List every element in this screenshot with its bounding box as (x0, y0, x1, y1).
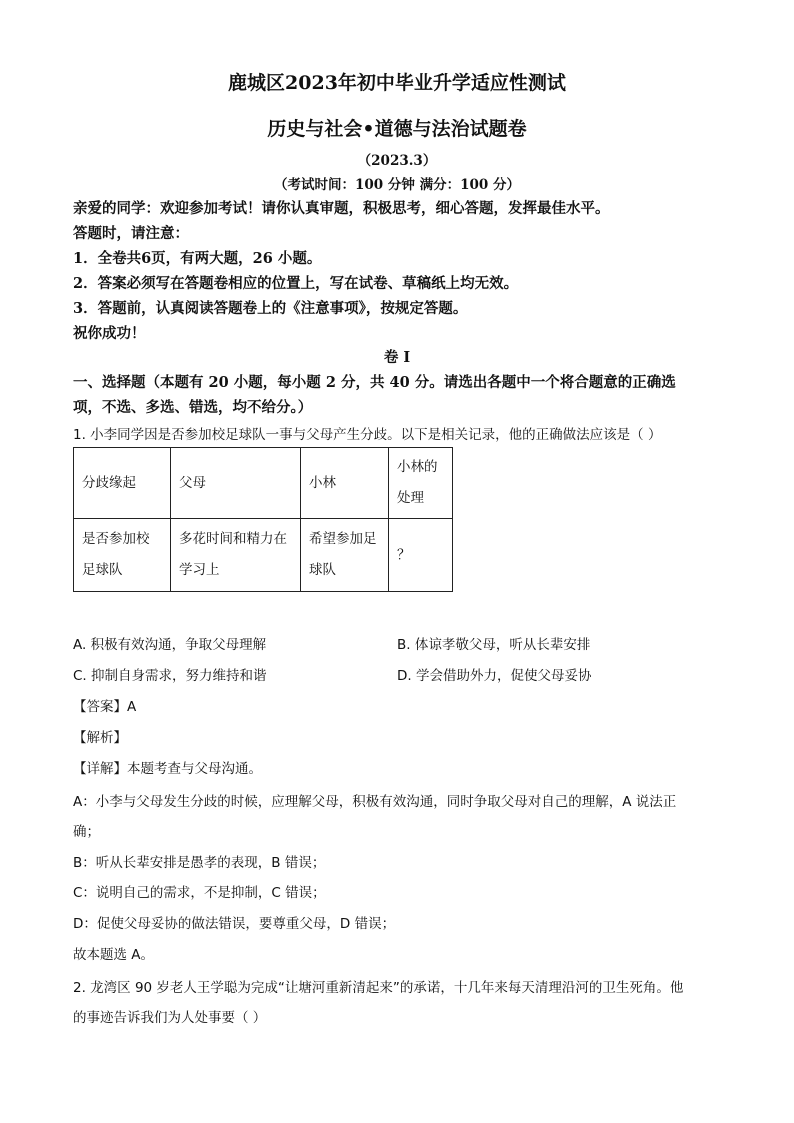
exam-date: （2023.3） (357, 153, 437, 169)
table-cell: 多花时间和精力在学习上 (171, 519, 301, 592)
explanation-line: A：小李与父母发生分歧的时候，应理解父母，积极有效沟通，同时争取父母对自己的理解，A 说法正 (73, 794, 677, 810)
notice-heading: 答题时，请注意： (73, 225, 189, 242)
option-d: D. 学会借助外力，促使父母妥协 (397, 668, 592, 684)
table-cell: 是否参加校足球队 (74, 519, 171, 592)
volume-heading: 卷 I (383, 349, 411, 366)
question-2-stem-cont: 的事迹告诉我们为人处事要（ ） (73, 1010, 267, 1026)
explanation-line: D：促使父母妥协的做法错误，要尊重父母，D 错误； (73, 916, 396, 932)
notice-item: 2．答案必须写在答题卷相应的位置上，写在试卷、草稿纸上均无效。 (73, 275, 519, 292)
option-a: A. 积极有效沟通，争取父母理解 (73, 637, 267, 653)
table-cell: 希望参加足球队 (301, 519, 389, 592)
question-1-stem: 1. 小李同学因是否参加校足球队一事与父母产生分歧。以下是相关记录，他的正确做法应该是（ ） (73, 427, 662, 443)
exam-title: 鹿城区2023年初中毕业升学适应性测试 (228, 72, 566, 94)
option-c: C. 抑制自身需求，努力维持和谐 (73, 668, 267, 684)
exam-info: （考试时间：100 分钟 满分：100 分） (274, 177, 520, 193)
exam-subtitle: 历史与社会•道德与法治试题卷 (267, 118, 527, 140)
answer-line: 【答案】A (73, 699, 137, 715)
question-1-table (73, 447, 453, 592)
table-header-row (74, 448, 453, 519)
table-header-cell: 小林的处理 (389, 448, 453, 519)
table-header-cell: 小林 (301, 448, 389, 519)
explanation-line: C：说明自己的需求，不是抑制，C 错误； (73, 885, 326, 901)
closing-text: 祝你成功！ (73, 325, 146, 342)
table-cell: ？ (389, 519, 453, 592)
option-b: B. 体谅孝敬父母，听从长辈安排 (397, 637, 591, 653)
table-row (74, 519, 453, 592)
explanation-line: 故本题选 A。 (73, 947, 155, 963)
analysis-label: 【解析】 (73, 730, 127, 746)
explanation-line: B：听从长辈安排是愚孝的表现，B 错误； (73, 855, 326, 871)
detail-line: 【详解】本题考查与父母沟通。 (73, 761, 262, 777)
greeting-text: 亲爱的同学：欢迎参加考试！请你认真审题，积极思考，细心答题，发挥最佳水平。 (73, 200, 610, 217)
notice-item: 3．答题前，认真阅读答题卷上的《注意事项》，按规定答题。 (73, 300, 468, 317)
section-instructions-cont: 项，不选、多选、错选，均不给分。） (73, 399, 313, 416)
section-instructions: 一、选择题（本题有 20 小题，每小题 2 分，共 40 分。请选出各题中一个将合题意的正确选 (73, 374, 676, 391)
notice-item: 1．全卷共6页，有两大题，26 小题。 (73, 250, 322, 267)
table-header-cell: 分歧缘起 (74, 448, 171, 519)
explanation-line: 确； (73, 824, 100, 840)
table-header-cell: 父母 (171, 448, 301, 519)
question-2-stem: 2. 龙湾区 90 岁老人王学聪为完成“让塘河重新清起来”的承诺，十几年来每天清理沿河的卫生死角。他 (73, 980, 684, 996)
